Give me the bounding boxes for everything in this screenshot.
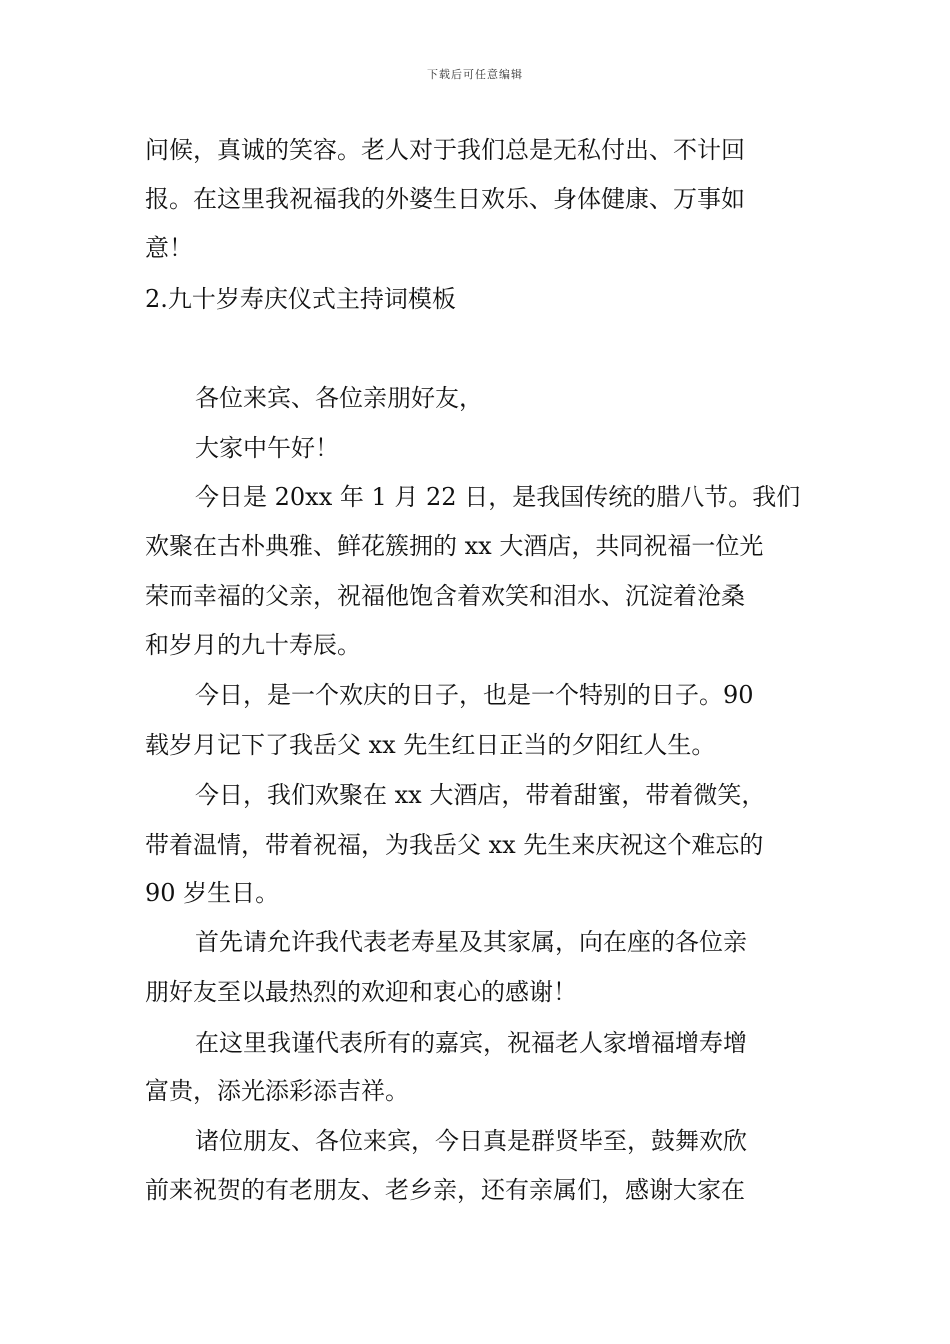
body-line: 今日是 20xx 年 1 月 22 日，是我国传统的腊八节。我们 xyxy=(195,483,801,511)
body-line: 问候，真诚的笑容。老人对于我们总是无私付出、不计回 xyxy=(145,136,745,164)
body-line: 首先请允许我代表老寿星及其家属，向在座的各位亲 xyxy=(195,928,747,956)
section-heading: 2.九十岁寿庆仪式主持词模板 xyxy=(145,285,456,313)
body-line: 前来祝贺的有老朋友、老乡亲，还有亲属们，感谢大家在 xyxy=(145,1176,745,1204)
body-line: 今日，是一个欢庆的日子，也是一个特别的日子。90 xyxy=(195,681,754,709)
body-line: 载岁月记下了我岳父 xx 先生红日正当的夕阳红人生。 xyxy=(145,731,716,759)
body-line: 意！ xyxy=(145,234,193,262)
body-line: 在这里我谨代表所有的嘉宾，祝福老人家增福增寿增 xyxy=(195,1029,747,1057)
body-line: 90 岁生日。 xyxy=(145,879,280,907)
page-header: 下载后可任意编辑 xyxy=(427,68,523,81)
body-line: 今日，我们欢聚在 xx 大酒店，带着甜蜜，带着微笑， xyxy=(195,781,766,809)
body-line: 报。在这里我祝福我的外婆生日欢乐、身体健康、万事如 xyxy=(145,185,745,213)
body-line: 各位来宾、各位亲朋好友， xyxy=(195,384,483,412)
body-line: 带着温情，带着祝福，为我岳父 xx 先生来庆祝这个难忘的 xyxy=(145,831,764,859)
body-line: 富贵，添光添彩添吉祥。 xyxy=(145,1077,409,1105)
body-line: 欢聚在古朴典雅、鲜花簇拥的 xx 大酒店，共同祝福一位光 xyxy=(145,532,764,560)
body-line: 和岁月的九十寿辰。 xyxy=(145,631,361,659)
body-line: 诸位朋友、各位来宾，今日真是群贤毕至，鼓舞欢欣 xyxy=(195,1127,747,1155)
body-line: 大家中午好！ xyxy=(195,434,339,462)
body-line: 朋好友至以最热烈的欢迎和衷心的感谢！ xyxy=(145,978,577,1006)
body-line: 荣而幸福的父亲，祝福他饱含着欢笑和泪水、沉淀着沧桑 xyxy=(145,582,745,610)
